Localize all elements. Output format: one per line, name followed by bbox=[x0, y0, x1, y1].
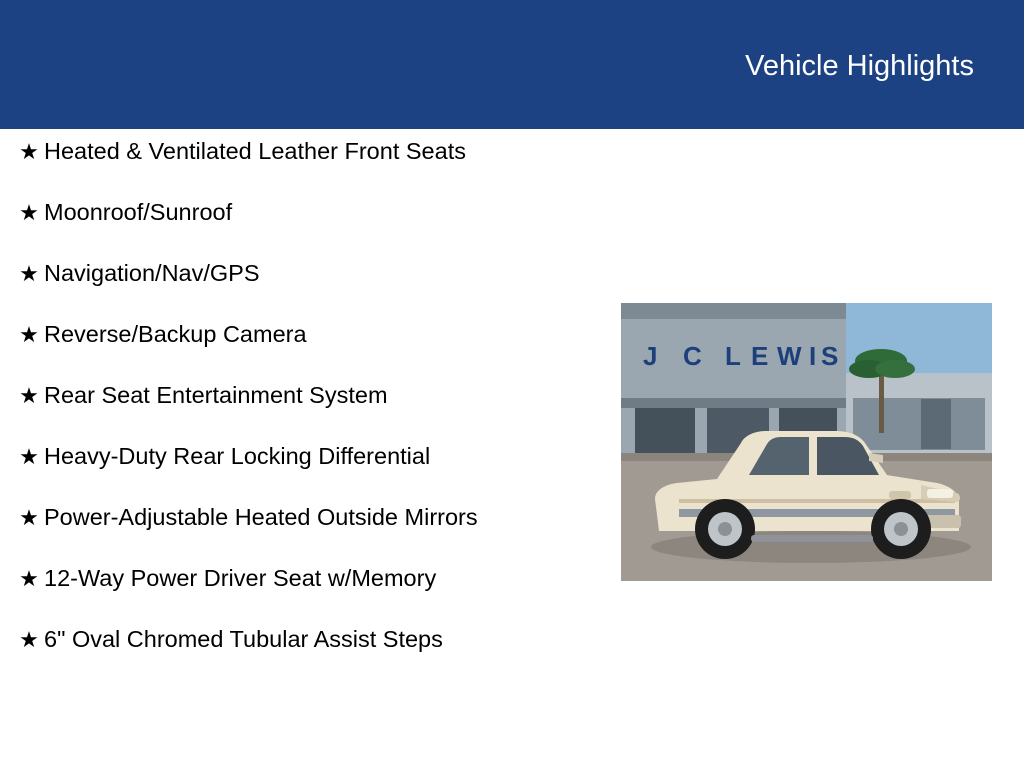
list-item bbox=[0, 438, 600, 476]
header-bar bbox=[0, 0, 1024, 129]
svg-text:J: J bbox=[643, 341, 658, 371]
svg-text:S: S bbox=[821, 341, 839, 371]
star-icon: ★ bbox=[19, 566, 39, 591]
list-item bbox=[0, 194, 600, 232]
star-icon: ★ bbox=[19, 322, 39, 347]
list-item-label: Navigation/Nav/GPS bbox=[44, 260, 260, 286]
list-item bbox=[0, 499, 600, 537]
star-icon: ★ bbox=[19, 261, 39, 286]
star-icon: ★ bbox=[19, 444, 39, 469]
list-item bbox=[0, 316, 600, 354]
list-item-label: Heated & Ventilated Leather Front Seats bbox=[44, 138, 466, 164]
star-icon: ★ bbox=[19, 505, 39, 530]
svg-text:C: C bbox=[683, 341, 702, 371]
vehicle-highlights-list bbox=[0, 133, 600, 682]
page-title: Vehicle Highlights bbox=[745, 50, 974, 82]
star-icon: ★ bbox=[19, 383, 39, 408]
svg-text:I: I bbox=[809, 341, 817, 371]
list-item-label: 12-Way Power Driver Seat w/Memory bbox=[44, 565, 437, 591]
list-item-label: Rear Seat Entertainment System bbox=[44, 382, 388, 408]
list-item bbox=[0, 560, 600, 598]
list-item-label: 6" Oval Chromed Tubular Assist Steps bbox=[44, 626, 443, 652]
star-icon: ★ bbox=[19, 627, 39, 652]
list-item bbox=[0, 133, 600, 171]
vehicle-photo bbox=[621, 303, 992, 581]
list-item-label: Power-Adjustable Heated Outside Mirrors bbox=[44, 504, 478, 530]
star-icon: ★ bbox=[19, 139, 39, 164]
list-item bbox=[0, 621, 600, 659]
svg-text:W: W bbox=[777, 341, 802, 371]
list-item-label: Heavy-Duty Rear Locking Differential bbox=[44, 443, 431, 469]
list-item-label: Reverse/Backup Camera bbox=[44, 321, 307, 347]
list-item-label: Moonroof/Sunroof bbox=[44, 199, 233, 225]
vehicle-photo-image bbox=[621, 303, 992, 581]
list-item bbox=[0, 255, 600, 293]
star-icon: ★ bbox=[19, 200, 39, 225]
svg-text:L: L bbox=[725, 341, 741, 371]
svg-text:E: E bbox=[751, 341, 769, 371]
list-item bbox=[0, 377, 600, 415]
